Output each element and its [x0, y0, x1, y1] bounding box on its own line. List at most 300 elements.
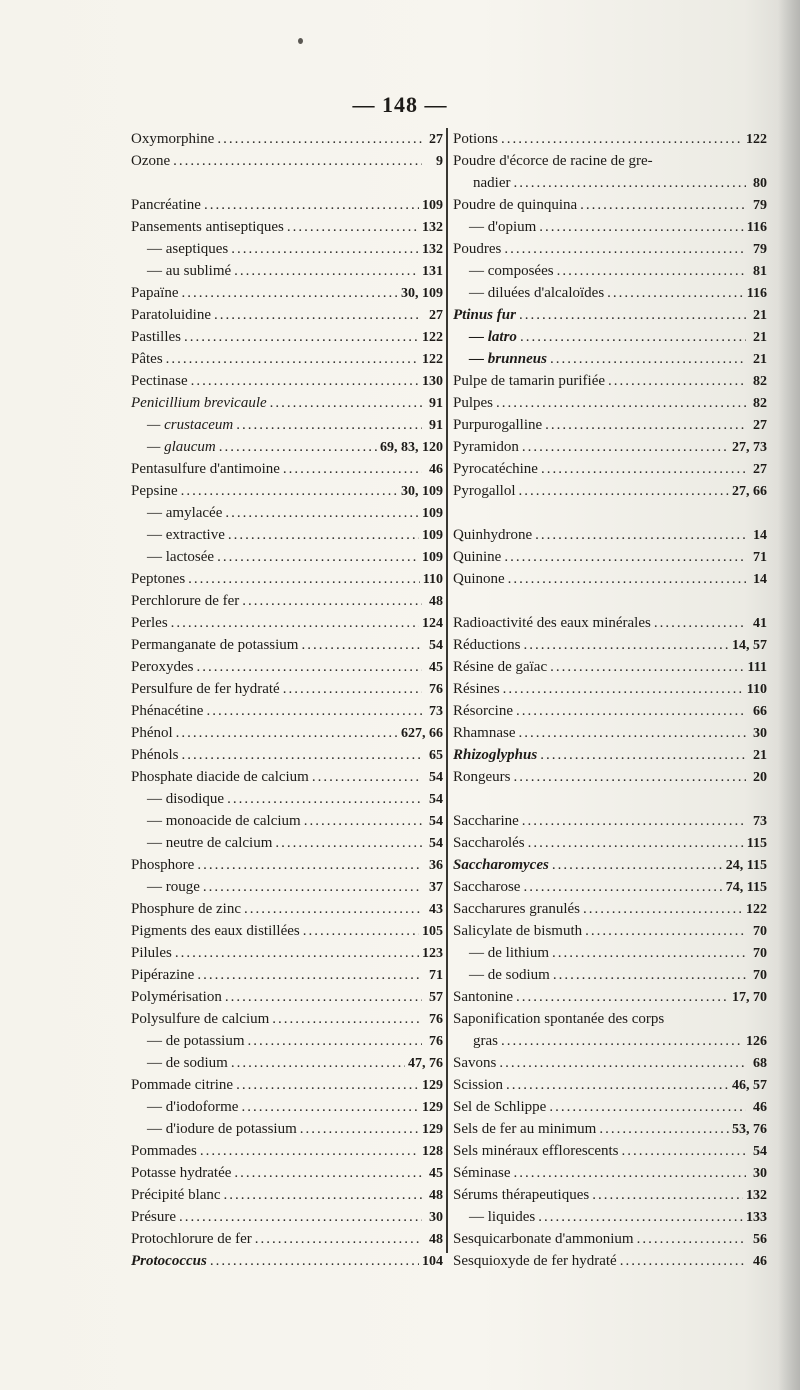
page-refs: 9 — [436, 154, 443, 169]
dot-leader — [607, 282, 744, 304]
index-term: Phénol — [131, 725, 173, 741]
index-term: Poudre de quinquina — [453, 197, 578, 213]
index-term: Pommades — [131, 1143, 197, 1159]
index-term: — diluées d'alcaloïdes — [469, 285, 605, 301]
index-term: Papaïne — [131, 285, 179, 301]
dot-leader — [654, 612, 746, 634]
index-entry — [131, 1096, 443, 1118]
page-refs: 14 — [753, 528, 767, 543]
dot-leader — [553, 964, 746, 986]
index-entry — [131, 304, 443, 326]
dot-leader — [304, 810, 422, 832]
index-term: — de potassium — [147, 1033, 245, 1049]
index-entry — [131, 700, 443, 722]
dot-leader — [272, 1008, 422, 1030]
dot-leader — [506, 1074, 729, 1096]
index-term: — lactosée — [147, 549, 215, 565]
index-term: Salicylate de bismuth — [453, 923, 583, 939]
index-entry — [453, 458, 767, 480]
dot-leader — [580, 194, 746, 216]
dot-leader — [516, 700, 746, 722]
index-entry — [453, 1052, 767, 1074]
page-refs: 54 — [429, 770, 443, 785]
index-entry — [453, 1140, 767, 1162]
page-refs: 116 — [746, 220, 767, 235]
index-term: Présure — [131, 1209, 176, 1225]
dot-leader — [504, 546, 746, 568]
dot-leader — [283, 678, 422, 700]
page-refs: 21 — [753, 352, 767, 367]
dot-leader — [236, 414, 422, 436]
dot-leader — [535, 524, 746, 546]
index-entry — [131, 414, 443, 436]
dot-leader — [583, 898, 743, 920]
page-refs: 132 — [422, 220, 443, 235]
page-refs: 21 — [753, 308, 767, 323]
dot-leader — [499, 1052, 746, 1074]
page-refs: 79 — [753, 242, 767, 257]
dot-leader — [179, 1206, 422, 1228]
dot-leader — [210, 1250, 419, 1272]
index-term: — disodique — [147, 791, 225, 807]
index-entry — [453, 524, 767, 546]
index-term: — latro — [469, 329, 517, 345]
page-refs: 91 — [429, 418, 443, 433]
index-entry — [453, 1030, 767, 1052]
index-entry — [131, 1118, 443, 1140]
page-refs: 14, 57 — [732, 638, 767, 653]
page-refs: 110 — [422, 572, 443, 587]
index-entry — [453, 1162, 767, 1184]
index-entry — [131, 766, 443, 788]
index-term: Sesquicarbonate d'ammonium — [453, 1231, 634, 1247]
page-refs: 54 — [429, 836, 443, 851]
index-entry — [453, 656, 767, 678]
index-entry — [453, 1184, 767, 1206]
index-term: Phosphore — [131, 857, 195, 873]
page-refs: 53, 76 — [732, 1122, 767, 1137]
page-refs: 69, 83, 120 — [380, 440, 443, 455]
dot-leader — [301, 634, 422, 656]
index-term: Ptinus fur — [453, 307, 516, 323]
dot-leader — [171, 612, 419, 634]
index-entry — [453, 546, 767, 568]
page-refs: 70 — [753, 968, 767, 983]
index-term: Pommade citrine — [131, 1077, 234, 1093]
index-entry — [453, 304, 767, 326]
page-refs: 45 — [429, 1166, 443, 1181]
index-term: — au sublimé — [147, 263, 232, 279]
index-term: Pilules — [131, 945, 172, 961]
index-term: Poudres — [453, 241, 502, 257]
index-entry — [131, 436, 443, 458]
index-entry — [453, 392, 767, 414]
page-refs: 109 — [422, 550, 443, 565]
dot-leader — [523, 876, 722, 898]
dot-leader — [228, 524, 419, 546]
page-refs: 41 — [753, 616, 767, 631]
dot-leader — [585, 920, 746, 942]
index-entry — [131, 458, 443, 480]
index-term: — liquides — [469, 1209, 536, 1225]
dot-leader — [550, 348, 746, 370]
index-entry — [453, 810, 767, 832]
index-entry — [453, 370, 767, 392]
page-refs: 27 — [753, 462, 767, 477]
page-refs: 14 — [753, 572, 767, 587]
dot-leader — [545, 414, 746, 436]
index-term: Résorcine — [453, 703, 513, 719]
index-entry — [453, 722, 767, 744]
index-term: Scission — [453, 1077, 504, 1093]
index-entry — [131, 150, 443, 172]
index-entry — [131, 722, 443, 744]
page-refs: 122 — [422, 330, 443, 345]
dot-leader — [217, 546, 419, 568]
dot-leader — [197, 854, 422, 876]
index-term: — d'iodoforme — [147, 1099, 239, 1115]
index-entry — [453, 1008, 767, 1030]
dot-leader — [518, 722, 746, 744]
dot-leader — [173, 150, 422, 172]
dot-leader — [217, 128, 422, 150]
page-refs: 122 — [746, 132, 767, 147]
index-term: Pepsine — [131, 483, 178, 499]
page-refs: 82 — [753, 396, 767, 411]
page-refs: 27, 66 — [732, 484, 767, 499]
index-entry — [131, 194, 443, 216]
index-term: Pyramidon — [453, 439, 519, 455]
dot-leader — [181, 282, 398, 304]
dot-leader — [541, 458, 746, 480]
index-entry — [131, 524, 443, 546]
index-term: Radioactivité des eaux minérales — [453, 615, 651, 631]
dot-leader — [549, 1096, 746, 1118]
page-refs: 20 — [753, 770, 767, 785]
index-entry — [453, 326, 767, 348]
index-entry — [131, 634, 443, 656]
dot-leader — [166, 348, 419, 370]
index-term: nadier — [473, 175, 511, 191]
page-refs: 54 — [429, 638, 443, 653]
dot-leader — [182, 744, 422, 766]
index-term: Peptones — [131, 571, 186, 587]
index-entry — [453, 238, 767, 260]
dot-leader — [231, 238, 419, 260]
page-refs: 37 — [429, 880, 443, 895]
index-entry — [453, 898, 767, 920]
dot-leader — [197, 656, 423, 678]
page-refs: 30 — [753, 726, 767, 741]
dot-leader — [287, 216, 419, 238]
index-entry — [131, 1074, 443, 1096]
index-term: — d'opium — [469, 219, 537, 235]
index-term: Polymérisation — [131, 989, 222, 1005]
index-term: Potasse hydratée — [131, 1165, 232, 1181]
index-entry — [131, 854, 443, 876]
index-term: Phosphate diacide de calcium — [131, 769, 309, 785]
page-refs: 124 — [422, 616, 443, 631]
index-entry — [131, 832, 443, 854]
index-entry — [131, 942, 443, 964]
index-term: — glaucum — [147, 439, 216, 455]
page-refs: 116 — [746, 286, 767, 301]
index-term: Pulpes — [453, 395, 494, 411]
dot-leader — [255, 1228, 422, 1250]
index-term: Perchlorure de fer — [131, 593, 240, 609]
dot-leader — [283, 458, 422, 480]
index-term: Phosphure de zinc — [131, 901, 241, 917]
index-term: Précipité blanc — [131, 1187, 221, 1203]
dot-leader — [501, 128, 743, 150]
index-entry — [131, 480, 443, 502]
dot-leader — [234, 260, 419, 282]
page-refs: 128 — [422, 1144, 443, 1159]
index-term: Protococcus — [131, 1253, 207, 1269]
page-refs: 111 — [747, 660, 767, 675]
dot-leader — [496, 392, 746, 414]
index-entry — [131, 1052, 443, 1074]
dot-leader — [528, 832, 744, 854]
page-refs: 126 — [746, 1034, 767, 1049]
dot-leader — [200, 1140, 419, 1162]
page-refs: 122 — [422, 352, 443, 367]
ink-spot — [298, 38, 303, 44]
page-refs: 66 — [753, 704, 767, 719]
dot-leader — [312, 766, 422, 788]
index-term: Saponification spontanée des corps — [453, 1011, 665, 1027]
index-term: Rhamnase — [453, 725, 516, 741]
page-refs: 129 — [422, 1122, 443, 1137]
index-entry — [131, 326, 443, 348]
index-term: Pectinase — [131, 373, 188, 389]
index-entry — [131, 238, 443, 260]
index-term: Ozone — [131, 153, 171, 169]
index-term: Réductions — [453, 637, 521, 653]
dot-leader — [184, 326, 419, 348]
dot-leader — [300, 1118, 419, 1140]
dot-leader — [236, 1074, 419, 1096]
index-term: Saccharomyces — [453, 857, 549, 873]
page-refs: 47, 76 — [408, 1056, 443, 1071]
page-refs: 123 — [422, 946, 443, 961]
index-entry — [453, 480, 767, 502]
page-refs: 104 — [422, 1254, 443, 1269]
dot-leader — [519, 480, 730, 502]
index-entry — [453, 260, 767, 282]
dot-leader — [204, 194, 419, 216]
dot-leader — [519, 304, 746, 326]
index-entry — [131, 920, 443, 942]
page-refs: 132 — [422, 242, 443, 257]
index-term: Peroxydes — [131, 659, 194, 675]
dot-leader — [214, 304, 422, 326]
section-gap — [453, 590, 767, 612]
index-term: Sels de fer au minimum — [453, 1121, 597, 1137]
index-entry — [453, 942, 767, 964]
index-entry — [131, 964, 443, 986]
page-refs: 17, 70 — [732, 990, 767, 1005]
index-term: Pastilles — [131, 329, 182, 345]
index-entry — [131, 348, 443, 370]
index-entry — [131, 1250, 443, 1272]
page-refs: 70 — [753, 924, 767, 939]
page-refs: 73 — [753, 814, 767, 829]
index-term: Persulfure de fer hydraté — [131, 681, 280, 697]
page-refs: 129 — [422, 1100, 443, 1115]
dot-leader — [231, 1052, 405, 1074]
section-gap — [131, 172, 443, 194]
dot-leader — [522, 436, 729, 458]
page-refs: 74, 115 — [725, 880, 767, 895]
dot-leader — [234, 1162, 422, 1184]
dot-leader — [516, 986, 729, 1008]
index-entry — [453, 832, 767, 854]
index-term: — brunneus — [469, 351, 547, 367]
dot-leader — [520, 326, 746, 348]
index-entry — [131, 260, 443, 282]
page-refs: 48 — [429, 594, 443, 609]
page-refs: 46, 57 — [732, 1078, 767, 1093]
page-refs: 24, 115 — [725, 858, 767, 873]
page-edge-shadow — [778, 0, 800, 1390]
index-entry — [131, 898, 443, 920]
page-refs: 122 — [746, 902, 767, 917]
dot-leader — [514, 1162, 747, 1184]
index-term: Rhizoglyphus — [453, 747, 538, 763]
index-entry — [453, 1074, 767, 1096]
dot-leader — [275, 832, 422, 854]
index-term: Potions — [453, 131, 499, 147]
dot-leader — [622, 1140, 746, 1162]
index-entry — [453, 920, 767, 942]
index-term: Sel de Schlippe — [453, 1099, 547, 1115]
page-refs: 48 — [429, 1232, 443, 1247]
dot-leader — [225, 986, 422, 1008]
index-term: — d'iodure de potassium — [147, 1121, 297, 1137]
page-number: — 148 — — [352, 92, 448, 117]
dot-leader — [504, 238, 746, 260]
index-term: Quinine — [453, 549, 502, 565]
dot-leader — [552, 942, 746, 964]
index-entry — [453, 1250, 767, 1272]
page-refs: 68 — [753, 1056, 767, 1071]
dot-leader — [181, 480, 398, 502]
index-term: Pancréatine — [131, 197, 201, 213]
index-term: Phénols — [131, 747, 179, 763]
dot-leader — [501, 1030, 743, 1052]
dot-leader — [176, 722, 398, 744]
index-term: Résines — [453, 681, 500, 697]
page-refs: 105 — [422, 924, 443, 939]
dot-leader — [197, 964, 422, 986]
dot-leader — [248, 1030, 423, 1052]
index-term: Pigments des eaux distillées — [131, 923, 300, 939]
dot-leader — [620, 1250, 746, 1272]
index-term: Saccharolés — [453, 835, 525, 851]
page-refs: 21 — [753, 748, 767, 763]
index-term: Séminase — [453, 1165, 511, 1181]
page-refs: 43 — [429, 902, 443, 917]
index-term: Pipérazine — [131, 967, 195, 983]
index-entry — [453, 568, 767, 590]
page-refs: 91 — [429, 396, 443, 411]
index-term: Savons — [453, 1055, 497, 1071]
index-entry — [453, 634, 767, 656]
index-column-left — [131, 128, 443, 1272]
page-refs: 109 — [422, 506, 443, 521]
index-term: Saccharose — [453, 879, 521, 895]
index-term: gras — [473, 1033, 498, 1049]
index-entry — [453, 854, 767, 876]
index-entry — [131, 788, 443, 810]
dot-leader — [219, 436, 377, 458]
index-entry — [453, 986, 767, 1008]
dot-leader — [538, 1206, 743, 1228]
dot-leader — [242, 590, 422, 612]
page-refs: 54 — [429, 814, 443, 829]
page-refs: 82 — [753, 374, 767, 389]
page-refs: 46 — [753, 1100, 767, 1115]
dot-leader — [557, 260, 746, 282]
page-refs: 627, 66 — [401, 726, 443, 741]
index-entry — [131, 1008, 443, 1030]
dot-leader — [244, 898, 422, 920]
page-refs: 70 — [753, 946, 767, 961]
index-term: Sesquioxyde de fer hydraté — [453, 1253, 617, 1269]
dot-leader — [303, 920, 419, 942]
index-entry — [453, 700, 767, 722]
index-entry — [131, 1162, 443, 1184]
page-refs: 27 — [429, 132, 443, 147]
index-entry — [453, 1118, 767, 1140]
index-entry — [453, 678, 767, 700]
index-entry — [453, 964, 767, 986]
index-term: Phénacétine — [131, 703, 204, 719]
index-entry — [453, 194, 767, 216]
index-entry — [453, 612, 767, 634]
index-term: Sels minéraux efflorescents — [453, 1143, 619, 1159]
dot-leader — [514, 766, 747, 788]
index-term: Paratoluidine — [131, 307, 211, 323]
index-entry — [131, 282, 443, 304]
index-entry — [131, 1184, 443, 1206]
index-entry — [131, 678, 443, 700]
dot-leader — [503, 678, 744, 700]
page-refs: 30, 109 — [401, 286, 443, 301]
section-gap — [453, 502, 767, 524]
dot-leader — [513, 172, 746, 194]
page-refs: 131 — [422, 264, 443, 279]
index-entry — [131, 810, 443, 832]
page-refs: 71 — [753, 550, 767, 565]
page-refs: 76 — [429, 682, 443, 697]
dot-leader — [241, 1096, 419, 1118]
page-refs: 115 — [746, 836, 767, 851]
page-refs: 130 — [422, 374, 443, 389]
page-refs: 54 — [753, 1144, 767, 1159]
index-entry — [453, 216, 767, 238]
dot-leader — [225, 502, 419, 524]
index-entry — [131, 612, 443, 634]
dot-leader — [524, 634, 730, 656]
index-term: Saccharine — [453, 813, 519, 829]
index-term: Pansements antiseptiques — [131, 219, 284, 235]
index-entry — [453, 414, 767, 436]
index-term: — composées — [469, 263, 554, 279]
page-refs: 21 — [753, 330, 767, 345]
index-term: Purpurogalline — [453, 417, 543, 433]
